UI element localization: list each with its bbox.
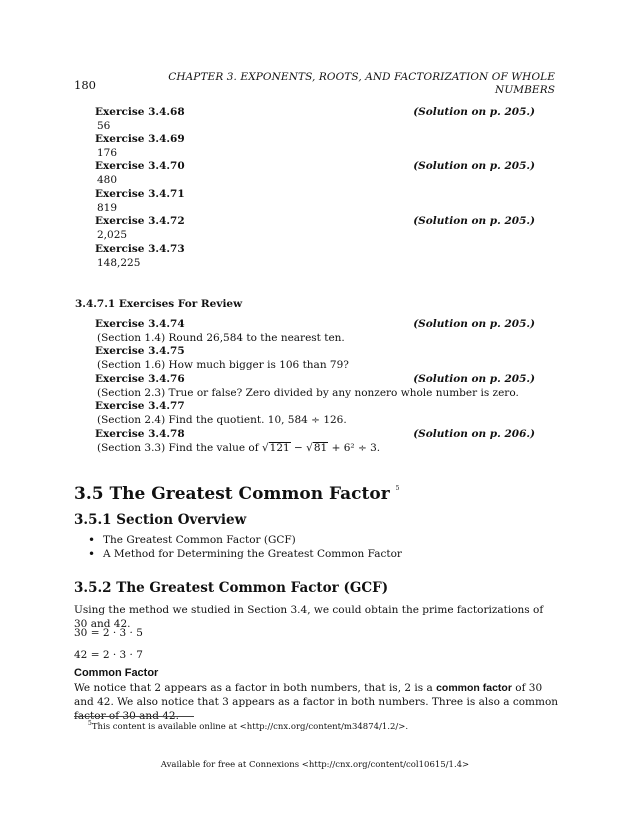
section-title-text: 3.5 The Greatest Common Factor bbox=[74, 484, 390, 504]
page-footer[interactable]: Available for free at Connexions <http://cnx.org/content/col10615/1.4> bbox=[160, 760, 470, 770]
footnote-divider bbox=[74, 716, 194, 717]
exercise-body: (Section 2.4) Find the quotient. 10, 584 ÷ 126. bbox=[97, 414, 347, 426]
footnote-text[interactable]: This content is available online at <http://cnx.org/content/m34874/1.2/>. bbox=[91, 721, 409, 732]
page-number: 180 bbox=[74, 78, 96, 92]
sqrt-symbol: √ bbox=[306, 442, 313, 454]
exercise-text: (Section 3.3) Find the value of bbox=[97, 442, 262, 454]
chapter-header-line1: CHAPTER 3. EXPONENTS, ROOTS, AND FACTORIZATION OF WHOLE bbox=[168, 71, 555, 83]
exercise-title: Exercise 3.4.76 bbox=[95, 373, 185, 385]
solution-link[interactable]: (Solution on p. 205.) bbox=[413, 373, 535, 385]
sqrt-symbol: √ bbox=[261, 442, 269, 454]
gcf-heading: 3.5.2 The Greatest Common Factor (GCF) bbox=[74, 580, 389, 596]
exercise-title: Exercise 3.4.77 bbox=[95, 400, 185, 412]
list-item: • The Greatest Common Factor (GCF) bbox=[88, 533, 402, 547]
exercise-3-4-72 bbox=[95, 215, 535, 241]
exercise-title: Exercise 3.4.71 bbox=[95, 188, 185, 200]
exercise-body: (Section 2.3) True or false? Zero divided by any nonzero whole number is zero. bbox=[97, 387, 519, 399]
exercise-body: (Section 1.6) How much bigger is 106 than 79? bbox=[97, 359, 349, 371]
exercise-3-4-70 bbox=[95, 160, 535, 186]
radicand: 81 bbox=[313, 442, 328, 454]
solution-link[interactable]: (Solution on p. 205.) bbox=[413, 160, 535, 172]
solution-link[interactable]: (Solution on p. 205.) bbox=[413, 106, 535, 118]
section-title bbox=[74, 484, 400, 504]
overview-list bbox=[88, 533, 402, 561]
exercise-body: 148,225 bbox=[97, 257, 141, 269]
exercise-body: 480 bbox=[97, 174, 118, 186]
expression-suffix: + 6² ÷ 3. bbox=[328, 442, 381, 454]
solution-link[interactable]: (Solution on p. 206.) bbox=[413, 428, 535, 440]
exercise-body: 56 bbox=[97, 120, 111, 132]
exercise-3-4-78 bbox=[95, 428, 535, 454]
exercise-body: (Section 1.4) Round 26,584 to the nearest ten. bbox=[97, 332, 345, 344]
exercise-3-4-73 bbox=[95, 243, 535, 269]
footnote bbox=[88, 720, 408, 732]
exercise-3-4-69 bbox=[95, 133, 535, 159]
equation-30: 30 = 2 · 3 · 5 bbox=[74, 627, 143, 639]
exercise-3-4-76 bbox=[95, 373, 535, 399]
radicand: 121 bbox=[269, 442, 290, 454]
chapter-header-line2: NUMBERS bbox=[495, 84, 555, 96]
exercise-3-4-71 bbox=[95, 188, 535, 214]
exercise-title: Exercise 3.4.75 bbox=[95, 345, 185, 357]
exercise-title: Exercise 3.4.74 bbox=[95, 318, 185, 330]
gcf-intro: Using the method we studied in Section 3.4, we could obtain the prime factorizations of 30 and 42. bbox=[74, 604, 544, 630]
exercise-title: Exercise 3.4.78 bbox=[95, 428, 185, 440]
paragraph-text: We notice that 2 appears as a factor in both numbers, that is, 2 is a bbox=[74, 682, 437, 694]
exercise-3-4-75 bbox=[95, 345, 535, 371]
exercise-3-4-77 bbox=[95, 400, 535, 426]
exercise-body bbox=[97, 442, 535, 454]
review-heading: 3.4.7.1 Exercises For Review bbox=[75, 298, 243, 310]
exercise-title: Exercise 3.4.70 bbox=[95, 160, 185, 172]
solution-link[interactable]: (Solution on p. 205.) bbox=[413, 318, 535, 330]
exercise-body: 176 bbox=[97, 147, 118, 159]
equation-42: 42 = 2 · 3 · 7 bbox=[74, 649, 143, 661]
overview-heading: 3.5.1 Section Overview bbox=[74, 512, 247, 528]
common-factor-title: Common Factor bbox=[74, 667, 159, 679]
exercise-title: Exercise 3.4.72 bbox=[95, 215, 185, 227]
footnote-ref[interactable]: 5 bbox=[395, 485, 400, 492]
minus-operator: − bbox=[290, 442, 307, 454]
chapter-header bbox=[155, 71, 555, 97]
solution-link[interactable]: (Solution on p. 205.) bbox=[413, 215, 535, 227]
exercise-3-4-68 bbox=[95, 106, 535, 132]
exercise-body: 2,025 bbox=[97, 229, 128, 241]
term-common-factor: common factor bbox=[436, 682, 512, 694]
exercise-title: Exercise 3.4.68 bbox=[95, 106, 185, 118]
exercise-title: Exercise 3.4.73 bbox=[95, 243, 185, 255]
footnote-mark: 5 bbox=[88, 720, 92, 727]
exercise-body: 819 bbox=[97, 202, 118, 214]
exercise-3-4-74 bbox=[95, 318, 535, 344]
paragraph-text: of 30 and 42. We also notice that 3 appears as a factor in both numbers. Three is also a common factor of 30 and 42. bbox=[74, 682, 559, 722]
list-item: • A Method for Determining the Greatest Common Factor bbox=[88, 547, 402, 561]
exercise-title: Exercise 3.4.69 bbox=[95, 133, 185, 145]
